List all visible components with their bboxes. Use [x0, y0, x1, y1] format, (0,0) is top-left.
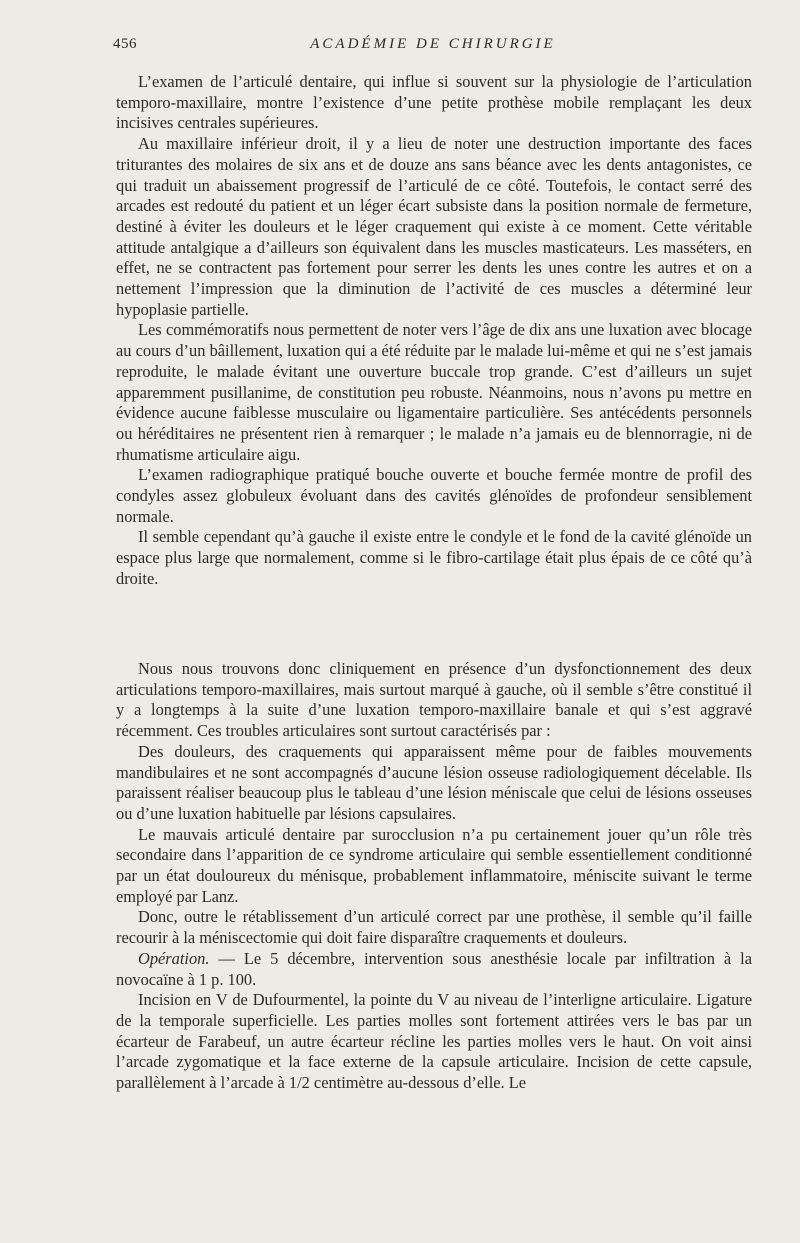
page-header [113, 36, 753, 60]
paragraph-dysfunction: Nous nous trouvons donc cliniquement en présence d’un dysfonctionnement des deux articulations temporo-maxillaires, mais surtout marqué à gauche, où il semble s’être constitué il y a longtemps à la suite d’une luxation temporo-maxillaire banale et qui s’est aggravé récemment. Ces troubles articulaires sont surtout caractérisés par : [116, 659, 752, 741]
page-number: 456 [113, 36, 137, 52]
paragraph-radiography: L’examen radiographique pratiqué bouche ouverte et bouche fermée montre de profil des condyles assez globuleux évoluant dans des cavités glénoïdes de profondeur sensiblement normale. [116, 465, 752, 526]
paragraph-pain-cracking: Des douleurs, des craquements qui apparaissent même pour de faibles mouvements mandibulaires et ne sont accompagnés d’aucune lésion osseuse radiologiquement décelable. Ils paraissent réaliser beaucoup plus le tableau d’une lésion méniscale que celui de lésions osseuses ou d’une luxation habituelle par lésions capsulaires. [116, 741, 752, 823]
operation-text: — Le 5 décembre, intervention sous anesthésie locale par infiltration à la novocaïne à 1 p. 100. [116, 948, 752, 989]
paragraph-incision: Incision en V de Dufourmentel, la pointe du V au niveau de l’interligne articulaire. Ligature de la temporale superficielle. Les parties molles sont fortement attirées vers le bas par un écarteur de Farabeuf, un autre écarteur récline les parties molles vers le haut. On voit ainsi l’arcade zygomatique et la face externe de la capsule articulaire. Incision de cette capsule, parallèlement à l’arcade à 1/2 centimètre au-dessous d’elle. Le [116, 990, 752, 1093]
paragraph-history: Les commémoratifs nous permettent de noter vers l’âge de dix ans une luxation avec blocage au cours d’un bâillement, luxation qui a été réduite par le malade lui-même et qui ne s’est jamais reproduite, le malade évitant une ouverture buccale trop grande. C’est d’ailleurs un sujet apparemment pusillanime, de constitution peu robuste. Néanmoins, nous n’avons pu mettre en évidence aucune faiblesse musculaire ou ligamentaire particulière. Ses antécédents personnels ou héréditaires ne présentent rien à remarquer ; le malade n’a jamais eu de blennorragie, ni de rhumatisme articulaire aigu. [116, 320, 752, 464]
paragraph-left-side: Il semble cependant qu’à gauche il existe entre le condyle et le fond de la cavité glénoïde un espace plus large que normalement, comme si le fibro-cartilage était plus épais de ce côté qu’à droite. [116, 527, 752, 588]
paragraph-dental-articulation: L’examen de l’articulé dentaire, qui influe si souvent sur la physiologie de l’articulation temporo-maxillaire, montre l’existence d’une petite prothèse mobile remplaçant les deux incisives centrales supérieures. [116, 72, 752, 133]
paragraph-lower-jaw: Au maxillaire inférieur droit, il y a lieu de noter une destruction importante des faces triturantes des molaires de six ans et de douze ans sans béance avec les dents antagonistes, ce qui traduit un abaissement progressif de l’articulé de ce côté. Toutefois, le contact serré des arcades est redouté du patient et un léger écart subsiste dans la position normale de fermeture, destiné à éviter les douleurs et le léger craquement qui existe à ce moment. Cette véritable attitude antalgique a d’ailleurs son équivalent dans les muscles masticateurs. Les masséters, en effet, ne se contractent pas fortement pour serrer les dents les unes contre les autres et on a nettement l’impression que la diminution de l’activité de ces muscles a déterminé leur hypoplasie partielle. [116, 134, 752, 319]
running-title: ACADÉMIE DE CHIRURGIE [310, 36, 556, 52]
operation-label: Opération. [138, 948, 210, 968]
case-examination-text [116, 72, 752, 590]
paragraph-surocclusion: Le mauvais articulé dentaire par surocclusion n’a pu certainement jouer qu’un rôle très secondaire dans l’apparition de ce syndrome articulaire qui semble essentiellement conditionné par un état douloureux du ménisque, probablement inflammatoire, méniscite suivant le terme employé par Lanz. [116, 824, 752, 906]
paragraph-operation [116, 949, 752, 990]
clinical-discussion-text [116, 659, 752, 1094]
paragraph-treatment: Donc, outre le rétablissement d’un articulé correct par une prothèse, il semble qu’il faille recourir à la méniscectomie qui doit faire disparaître craquements et douleurs. [116, 907, 752, 948]
